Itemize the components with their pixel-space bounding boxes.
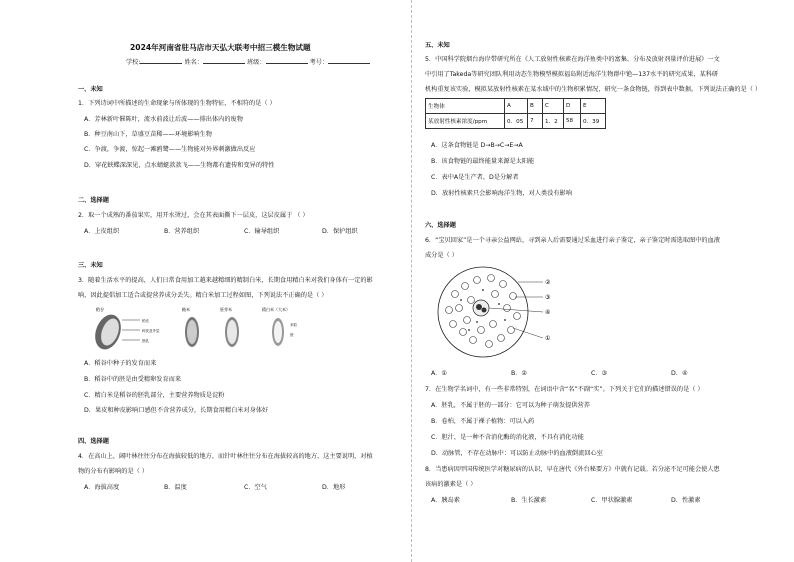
section-6-heading: 六、选择题 xyxy=(425,222,456,229)
section-3-heading: 三、未知 xyxy=(78,262,103,269)
q5-option-b: B．该食物链的最终能量来源是太阳能 xyxy=(431,158,535,165)
class-field[interactable] xyxy=(266,58,308,64)
fig-label-endosperm: 胚乳 xyxy=(142,339,149,343)
table-header-cell: D xyxy=(564,99,581,114)
question-4-line2: 物的分布有影响的是（ ） xyxy=(78,468,149,475)
examno-label: 考号： xyxy=(309,59,329,66)
q5-option-d: D．放射性核素只会影响海洋生物，对人类没有影响 xyxy=(431,190,572,197)
section-5-heading: 五、未知 xyxy=(425,42,450,49)
q8-option-b: B．生长激素 xyxy=(511,497,547,504)
q8-option-a: A．胰岛素 xyxy=(431,497,460,504)
table-header-row xyxy=(426,99,606,114)
q2-option-a: A．上皮组织 xyxy=(84,228,120,235)
fig-label-embryo: 胚 xyxy=(290,333,294,337)
table-cell: 0．05 xyxy=(505,114,528,129)
question-5-line3: 机构重复该实验，模拟某放射性核素在某水域中的生物积累情况，研究一条食物链，得到表中数据。下列说法正确的是（ ） xyxy=(425,86,762,93)
question-2: 2．取一个成熟的番茄果实，用开水烫过，会在其表面撕下一层皮，这层皮属于 （ ） xyxy=(78,212,309,219)
fig-label-seedcoat: 种皮及外层 xyxy=(142,329,160,333)
q7-option-a: A．胚乳，不属于胚的一部分：它可以为种子萌发提供营养 xyxy=(431,402,590,409)
table-cell: 0．39 xyxy=(581,114,606,129)
label-3: ③ xyxy=(545,294,551,301)
question-8-line2: 该病的激素是（ ） xyxy=(425,481,477,488)
label-1: ① xyxy=(545,335,551,342)
section-2-heading: 二、选择题 xyxy=(78,197,109,204)
q8-option-d: D．性激素 xyxy=(671,497,701,504)
name-label: 姓名： xyxy=(184,59,203,66)
question-6-line1: 6．“宝贝回家”是一个寻亲公益网站，寻到亲人后需要通过采血进行亲子鉴定，亲子鉴定时需选取图中的血液 xyxy=(425,237,720,244)
school-label: 学校: xyxy=(126,59,141,66)
table-header-cell: C xyxy=(543,99,564,114)
question-1: 1．下列诗词中所描述的生命现象与所体现的生物特征，不相符的是（ ） xyxy=(78,100,276,107)
question-5-line1: 5．中国科学院烟台海岸带研究所在《人工放射性核素在海洋鱼类中的富集、分布及放射剂量评价进展》一文 xyxy=(425,56,720,63)
question-3-line1: 3．随着生活水平的提高，人们日常食用加工越来越精细的精制白米，长期食用精白米对我们身体有一定的影 xyxy=(78,277,373,284)
exam-title: 2024年河南省驻马店市天弘大联考中招三模生物试题 xyxy=(130,43,311,52)
school-field[interactable] xyxy=(140,58,182,64)
q4-option-d: D．地形 xyxy=(322,484,346,491)
fig-label-husk: 稻壳 xyxy=(142,319,149,323)
page-fold-line xyxy=(411,0,412,562)
fig-label-whiterice: 精白米（大米） xyxy=(262,307,290,312)
table-cell: 7 xyxy=(528,114,543,129)
q4-option-a: A．海拔高度 xyxy=(84,484,120,491)
brown-rice-figure xyxy=(185,317,199,347)
q2-option-c: C．输导组织 xyxy=(244,228,280,235)
table-cell: 1．2 xyxy=(543,114,564,129)
fig-label-ricegrain: 米粒 xyxy=(290,323,297,327)
name-field[interactable] xyxy=(203,58,245,64)
q2-option-b: B．营养组织 xyxy=(164,228,200,235)
q1-option-a: A．芳林新叶催陈叶，流水前波让后波——排出体内的废物 xyxy=(84,116,243,123)
fig-label-paddy: 稻谷 xyxy=(96,307,104,312)
q6-option-b: B．② xyxy=(511,370,527,377)
fig-label-germrice: 胚芽米 xyxy=(220,307,232,312)
q1-option-b: B．种豆南山下，草盛豆苗稀——环境影响生物 xyxy=(84,131,212,138)
student-info-row xyxy=(126,58,370,67)
table-header-cell: B xyxy=(528,99,543,114)
examno-field[interactable] xyxy=(328,58,370,64)
label-4: ④ xyxy=(545,309,551,316)
section-1-heading: 一、未知 xyxy=(78,86,103,93)
question-8-line1: 8．当患病因甲国传统医学对糖尿病的认识，早在唐代《外台秘要方》中就有记载。若分泌不足可能会使人患 xyxy=(425,466,720,473)
q2-option-d: D．保护组织 xyxy=(322,228,358,235)
question-7: 7．在生物学名词中，有一些非常特别，在词语中含“名”不副“实”。下列关于它们的描述错误的是（ ） xyxy=(425,386,704,393)
q7-option-b: B．卷柏，不属于裸子植物：可以入药 xyxy=(431,418,535,425)
q4-option-b: B．温度 xyxy=(164,484,187,491)
question-3-line2: 响，因此提倡加工适合或提营养成分丢失。精白米加工过程如图，下列说法不正确的是（ ） xyxy=(78,292,328,299)
question-4-line1: 4．在高山上，阔叶林往往分布在海拔较低的地方，而针叶林往往分布在海拔较高的地方，这主要说明，对植 xyxy=(78,453,373,460)
table-header-cell: 生物体 xyxy=(426,99,505,114)
table-header-cell: E xyxy=(581,99,606,114)
question-6-line2: 成分是（ ） xyxy=(425,252,458,259)
q5-data-table xyxy=(425,98,606,129)
table-row xyxy=(426,114,606,129)
germ-rice-figure xyxy=(225,317,239,347)
q1-option-c: C．争渡，争渡，惊起一滩鸥鹭——生物能对外界刺激做出反应 xyxy=(84,146,256,153)
q3-option-c: C．精白米是稻谷的胚乳部分，主要营养物质是淀粉 xyxy=(84,392,225,399)
q6-option-c: C．③ xyxy=(591,370,608,377)
white-rice-figure xyxy=(272,318,284,346)
q1-option-d: D．穿花蛱蝶深深见，点水蜻蜓款款飞——生物都有遗传和变异的特性 xyxy=(84,162,275,169)
white-blood-cell xyxy=(473,300,489,316)
q6-option-d: D．④ xyxy=(671,370,688,377)
q8-option-c: C．甲状腺激素 xyxy=(591,497,633,504)
class-label: 班级： xyxy=(246,59,266,66)
rice-processing-figure xyxy=(82,306,328,354)
label-2: ② xyxy=(545,279,551,286)
q3-option-d: D．果皮和种皮影响口感但不含营养成分，长期食用精白米对身体好 xyxy=(84,407,269,414)
q3-option-a: A．稻谷中种子的发育而来 xyxy=(84,360,157,367)
section-4-heading: 四、选择题 xyxy=(78,438,109,445)
q7-option-d: D．动脉管，不存在动脉中：可以防止动脉中的血液倒流回心室 xyxy=(431,450,603,457)
blood-smear-figure xyxy=(433,264,557,360)
q6-option-a: A．① xyxy=(431,370,447,377)
q3-option-b: B．稻谷中的胚是由受精卵发育而来 xyxy=(84,376,182,383)
table-header-cell: A xyxy=(505,99,528,114)
q4-option-c: C．空气 xyxy=(244,484,267,491)
question-5-line2: 中引用了Takeda等研究团队利用动态生物模型模拟福岛附近海洋生物群中铯—137水平的研究成果，某科研 xyxy=(425,71,719,78)
q7-option-c: C．胆汁，是一种不含消化酶的消化液，不具有消化功能 xyxy=(431,434,584,441)
q5-option-a: A．这条食物链是 D→B→C→E→A xyxy=(431,142,523,149)
table-row-label: 某放射性核素浓度/ppm xyxy=(426,114,505,129)
table-cell: 58 xyxy=(564,114,581,129)
q5-option-c: C．表中A是生产者，D是分解者 xyxy=(431,174,519,181)
rice-grain-figure xyxy=(91,311,140,353)
fig-label-brownrice: 糙米 xyxy=(182,307,190,312)
